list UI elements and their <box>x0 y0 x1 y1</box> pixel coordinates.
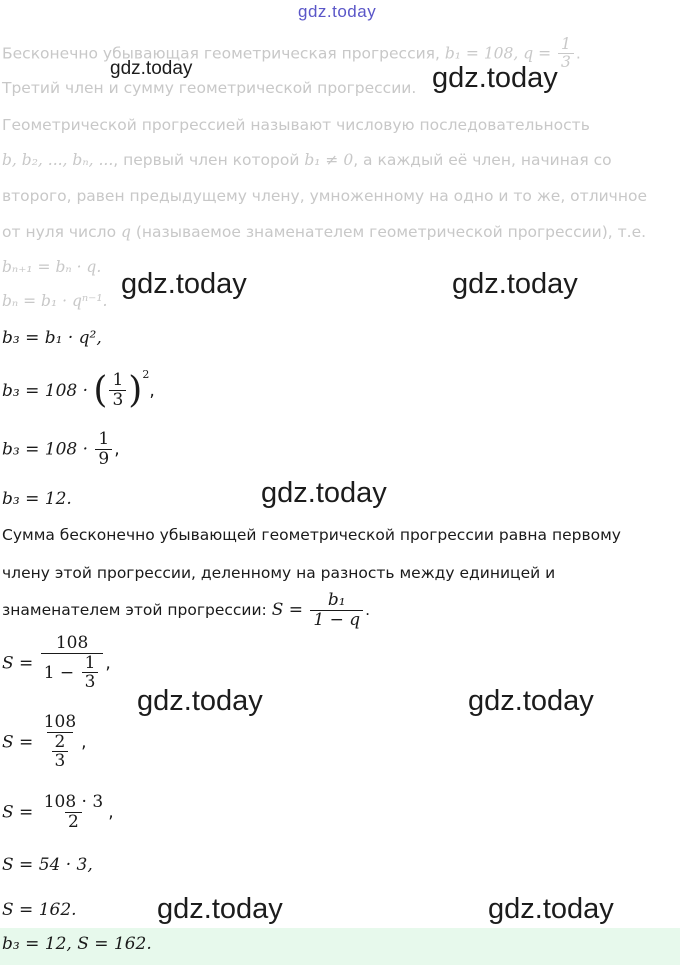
watermark: gdz.today <box>432 62 558 94</box>
def-text-3: от нуля число <box>2 223 121 241</box>
nested-num: 1 <box>84 652 96 673</box>
nested-num: 2 <box>54 731 66 752</box>
answer-box <box>0 928 680 965</box>
nested-den: 3 <box>52 751 69 772</box>
b3-step-2-end: , <box>149 381 155 401</box>
general-term-formula: bₙ = b₁ · qⁿ⁻¹. <box>2 292 108 310</box>
def-text-2: , а каждый её член, начиная со <box>353 151 612 169</box>
frac-num: 108 <box>43 712 77 732</box>
sum-rule-line-3 <box>2 591 370 630</box>
s3-fraction <box>41 793 106 832</box>
one-ninth-fraction <box>95 430 112 469</box>
frac-num: 108 <box>55 633 89 653</box>
frac-den <box>41 653 104 693</box>
frac-den: 1 − q <box>310 610 363 631</box>
frac-den: 2 <box>65 812 82 833</box>
frac-num: 108 · 3 <box>43 792 104 812</box>
watermark: gdz.today <box>452 268 578 300</box>
recurrence-formula: bₙ₊₁ = bₙ · q. <box>2 258 102 276</box>
one-third-fraction <box>109 371 126 410</box>
b3-step-1: b₃ = b₁ · q², <box>2 328 102 348</box>
frac-den: 9 <box>95 449 112 470</box>
frac-num: 1 <box>112 370 124 391</box>
problem-line-end: . <box>575 44 581 63</box>
sum-rule-line-2: члену этой прогрессии, деленному на разность между единицей и <box>2 564 556 582</box>
definition-line-3: второго, равен предыдущему члену, умноженному на одно и то же, отличное <box>2 187 647 205</box>
problem-math: b₁ = 108, q = <box>444 44 557 63</box>
frac-den <box>47 732 74 772</box>
b3-step-2 <box>2 368 155 411</box>
b3-result: b₃ = 12. <box>2 489 72 509</box>
right-paren: ) <box>128 370 143 411</box>
b3-step-3 <box>2 430 120 469</box>
sum-rule-line-1: Сумма бесконечно убывающей геометрической прогрессии равна первому <box>2 526 621 544</box>
s-step-1 <box>2 634 111 693</box>
problem-line-2: Третий член и сумму геометрической прогрессии. <box>2 79 417 97</box>
left-paren: ( <box>93 370 108 411</box>
frac-num: 1 <box>98 429 110 449</box>
watermark: gdz.today <box>110 58 193 79</box>
frac-den: 3 <box>109 390 126 411</box>
b3-step-3-end: , <box>114 439 120 460</box>
s-step-2 <box>2 713 87 772</box>
s-step-3-end: , <box>108 802 114 823</box>
s-left: S = <box>2 653 39 674</box>
b3-step-3-left: b₃ = 108 · <box>2 439 94 460</box>
nested-den: 3 <box>82 672 99 693</box>
frac-num: b₁ <box>327 590 346 610</box>
sum-formula-left: S = <box>271 600 309 621</box>
q-fraction <box>558 36 574 72</box>
s-step-2-end: , <box>81 732 87 753</box>
problem-text: Бесконечно убывающая геометрическая прогрессия, <box>2 44 445 63</box>
s1-fraction <box>41 634 104 693</box>
sum-formula-end: . <box>365 601 371 620</box>
def-text: , первый член которой <box>113 151 305 169</box>
def-text-4: (называемое знаменателем геометрической прогрессии), т.е. <box>130 223 647 241</box>
header-watermark: gdz.today <box>298 2 377 21</box>
sum-formula-fraction <box>310 591 363 630</box>
s-result: S = 162. <box>2 900 77 920</box>
q-num: 1 <box>561 35 571 53</box>
definition-line-1: Геометрической прогрессией называют числовую последовательность <box>2 116 590 134</box>
s-left: S = <box>2 732 39 753</box>
watermark: gdz.today <box>261 477 387 509</box>
b1-nonzero: b₁ ≠ 0 <box>304 151 354 169</box>
s-step-4: S = 54 · 3, <box>2 855 93 875</box>
s-step-1-end: , <box>105 653 111 674</box>
watermark: gdz.today <box>137 685 263 717</box>
s-left: S = <box>2 802 39 823</box>
answer-text: b₃ = 12, S = 162. <box>2 934 152 954</box>
s-step-3 <box>2 793 114 832</box>
exponent: 2 <box>142 368 150 381</box>
nested-fraction <box>52 733 69 772</box>
definition-line-2 <box>2 151 612 169</box>
sequence-math: b, b₂, ..., bₙ, ... <box>2 151 114 169</box>
nested-fraction <box>82 654 99 693</box>
q-symbol: q <box>120 223 131 241</box>
watermark: gdz.today <box>468 685 594 717</box>
sum-rule-text: знаменателем этой прогрессии: <box>2 601 272 620</box>
watermark: gdz.today <box>488 893 614 925</box>
watermark: gdz.today <box>121 268 247 300</box>
s2-fraction <box>41 713 79 772</box>
den-part: 1 − <box>43 662 80 683</box>
q-den: 3 <box>558 53 574 72</box>
definition-line-4 <box>2 223 646 241</box>
watermark: gdz.today <box>157 893 283 925</box>
b3-step-2-left: b₃ = 108 · <box>2 381 94 401</box>
